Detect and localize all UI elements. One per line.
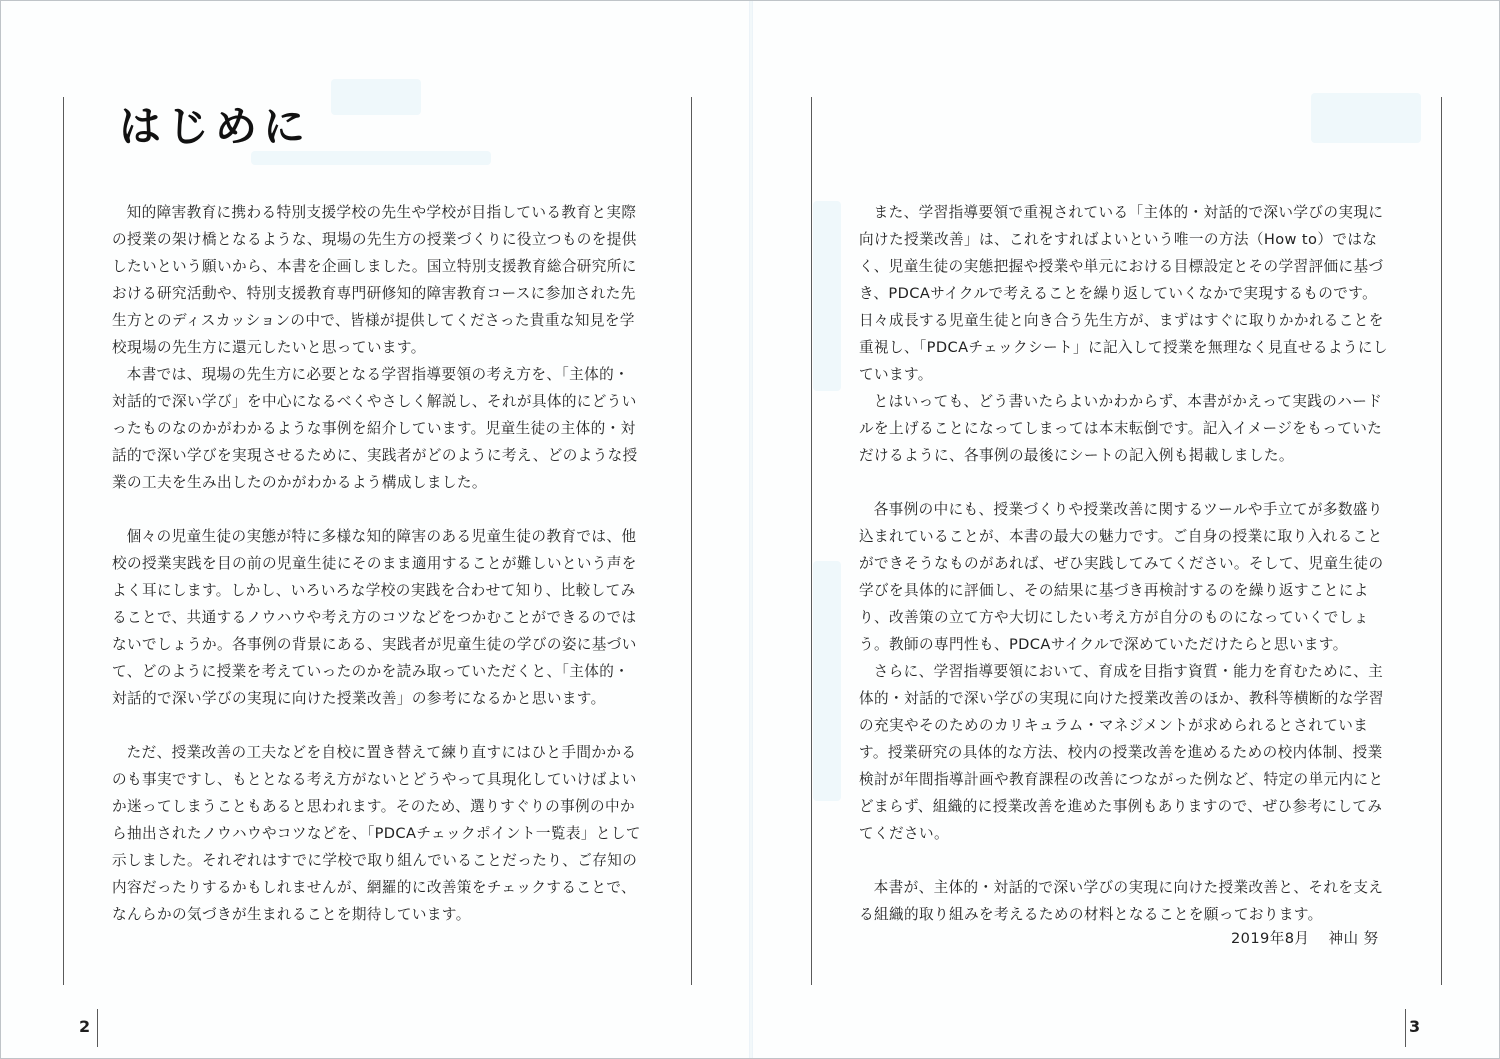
folio-rule	[97, 1009, 98, 1047]
paragraph: 各事例の中にも、授業づくりや授業改善に関するツールや手立てが多数盛り込まれていることが、本書の最大の魅力です。ご自身の授業に取り入れることができそうなものがあれば、ぜひ実践してみてください。そして、児童生徒の学びを具体的に評価し、その結果に基づき再検討するのを繰り返すことにより、改善策の立て方や大切にしたい考え方が自分のものになっていくでしょう。教師の専門性も、PDCAサイクルで深めていただけたらと思います。	[859, 501, 1384, 653]
right-body-text	[859, 199, 1389, 928]
folio-rule	[1405, 1009, 1406, 1047]
signature-author: 神山 努	[1328, 930, 1379, 947]
margin-rule	[691, 97, 692, 985]
right-page	[751, 1, 1500, 1059]
signature	[1231, 927, 1379, 948]
paragraph: ただ、授業改善の工夫などを自校に置き替えて練り直すにはひと手間かかるのも事実ですし、もととなる考え方がないとどうやって具現化していけばよいか迷ってしまうこともあると思われます。そのため、選りすぐりの事例の中から抽出されたノウハウやコツなどを、「PDCAチェックポイント一覧表」として示しました。それぞれはすでに学校で取り組んでいることだったり、ご存知の内容だったりするかもしれませんが、網羅的に改善策をチェックすることで、なんらかの気づきが生まれることを期待しています。	[112, 744, 641, 923]
show-through-mark	[331, 79, 421, 115]
paragraph: 知的障害教育に携わる特別支援学校の先生や学校が目指している教育と実際の授業の架け橋となるような、現場の先生方の授業づくりに役立つものを提供したいという願いから、本書を企画しました。国立特別支援教育総合研究所における研究活動や、特別支援教育専門研修知的障害教育コースに参加された先生方とのディスカッションの中で、皆様が提供してくださった貴重な知見を学校現場の先生方に還元したいと思っています。	[112, 204, 637, 356]
show-through-mark	[1311, 93, 1421, 143]
left-body-text	[112, 199, 642, 928]
show-through-mark	[813, 201, 841, 391]
margin-rule	[811, 97, 812, 985]
show-through-mark	[813, 561, 841, 801]
left-page	[1, 1, 751, 1059]
paragraph: とはいっても、どう書いたらよいかわからず、本書がかえって実践のハードルを上げることになってしまっては本末転倒です。記入イメージをもっていただけるように、各事例の最後にシートの記入例も掲載しました。	[859, 393, 1383, 464]
paragraph: 個々の児童生徒の実態が特に多様な知的障害のある児童生徒の教育では、他校の授業実践を目の前の児童生徒にそのまま適用することが難しいという声をよく耳にします。しかし、いろいろな学校の実践を合わせて知り、比較してみることで、共通するノウハウや考え方のコツなどをつかむことができるのではないでしょうか。各事例の背景にある、実践者が児童生徒の学びの姿に基づいて、どのように授業を考えていったのかを読み取っていただくと、「主体的・対話的で深い学びの実現に向けた授業改善」の参考になるかと思います。	[112, 528, 637, 707]
page-title: はじめに	[119, 102, 312, 151]
margin-rule	[1441, 97, 1442, 985]
paragraph: また、学習指導要領で重視されている「主体的・対話的で深い学びの実現に向けた授業改善」は、これをすればよいという唯一の方法（How to）ではなく、児童生徒の実態把握や授業や単元における目標設定とその学習評価に基づき、PDCAサイクルで考えることを繰り返していくなかで実現するものです。日々成長する児童生徒と向き合う先生方が、まずはすぐに取りかかれることを重視し、「PDCAチェックシート」に記入して授業を無理なく見直せるようにしています。	[859, 204, 1388, 383]
signature-date: 2019年8月	[1231, 930, 1310, 947]
paragraph: 本書では、現場の先生方に必要となる学習指導要領の考え方を、「主体的・対話的で深い学び」を中心になるべくやさしく解説し、それが具体的にどういったものなのかがわかるような事例を紹介しています。児童生徒の主体的・対話的で深い学びを実現させるために、実践者がどのように考え、どのような授業の工夫を生み出したのかがわかるよう構成しました。	[112, 366, 638, 491]
margin-rule	[63, 97, 64, 985]
paragraph: 本書が、主体的・対話的で深い学びの実現に向けた授業改善と、それを支える組織的取り組みを考えるための材料となることを願っております。	[859, 879, 1384, 923]
page-number: 3	[1409, 1017, 1421, 1036]
page-number: 2	[79, 1017, 91, 1036]
paragraph: さらに、学習指導要領において、育成を目指す資質・能力を育むために、主体的・対話的で深い学びの実現に向けた授業改善のほか、教科等横断的な学習の充実やそのためのカリキュラム・マネジメントが求められるとされています。授業研究の具体的な方法、校内の授業改善を進めるための校内体制、授業検討が年間指導計画や教育課程の改善につながった例など、特定の単元内にとどまらず、組織的に授業改善を進めた事例もありますので、ぜひ参考にしてみてください。	[859, 663, 1384, 842]
